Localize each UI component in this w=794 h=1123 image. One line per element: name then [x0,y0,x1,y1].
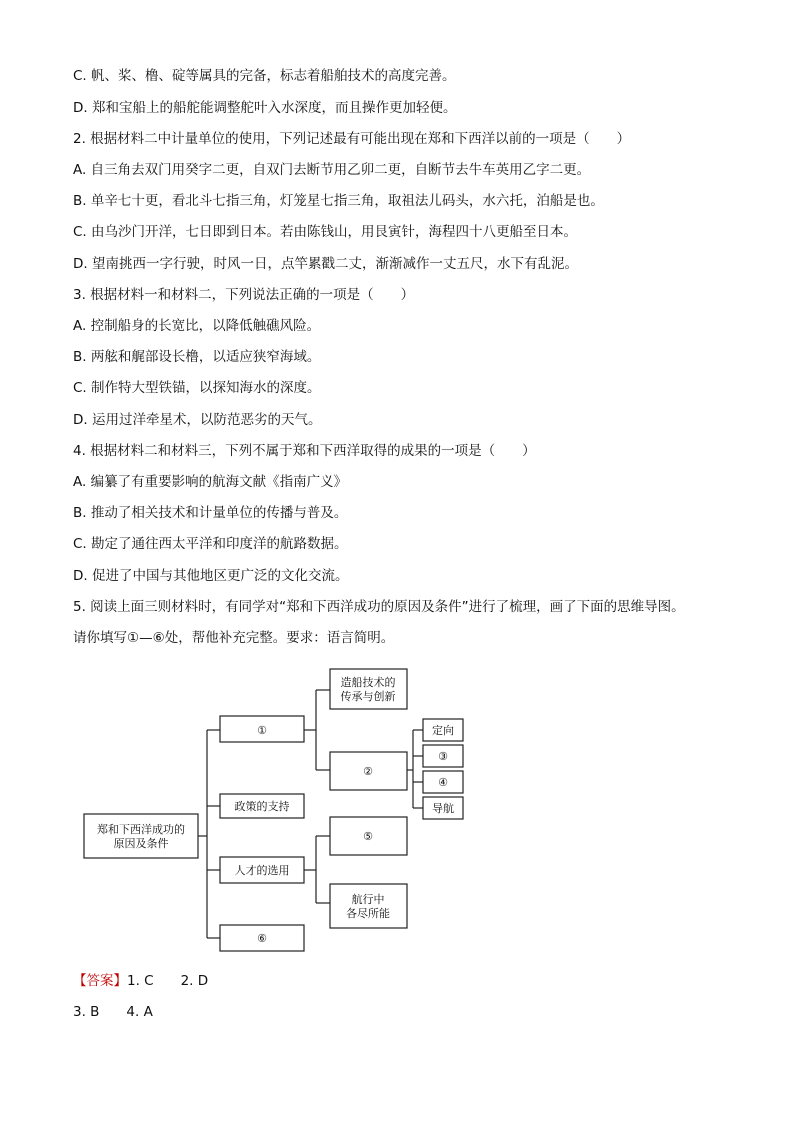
text-line: C. 制作特大型铁锚，以探知海水的深度。 [73,380,321,396]
answer-line-1 [73,971,208,991]
answer-label: 【答案】 [73,973,127,989]
branch1-text: ① [257,724,267,737]
policy-support-text: 政策的支持 [234,800,290,813]
text-line: B. 推动了相关技术和计量单位的传播与普及。 [73,505,348,521]
tech-heritage-text-line2: 传承与创新 [340,690,396,703]
text-line: A. 自三角去双门用癸字二更，自双门去断节用乙卯二更，自断节去牛车英用乙字二更。 [73,162,591,178]
text-line: 5. 阅读上面三则材料时，有同学对“郑和下西洋成功的原因及条件”进行了梳理，画了下面的思维导图。 [73,599,685,615]
text-line: D. 望南挑西一字行驶，时风一日，点竿累戳二丈，渐渐减作一丈五尺，水下有乱泥。 [73,256,578,272]
tech-heritage-text-line1: 造船技术的 [340,676,396,689]
text-line: 3. 根据材料一和材料二，下列说法正确的一项是（ ） [73,287,415,303]
text-line: D. 促进了中国与其他地区更广泛的文化交流。 [73,568,349,584]
tech-heritage-box [330,669,407,709]
answer-line-2: 3. B 4. A [73,1004,153,1020]
root-box [84,814,198,858]
text-line: C. 由乌沙门开洋，七日即到日本。若由陈钱山，用艮寅针，海程四十八更船至日本。 [73,224,578,240]
text-line: 2. 根据材料二中计量单位的使用，下列记述最有可能出现在郑和下西洋以前的一项是（ ） [73,131,631,147]
talent-selection-text: 人才的选用 [234,864,290,877]
root-text-line2: 原因及条件 [113,837,169,850]
text-line: 4. 根据材料二和材料三，下列不属于郑和下西洋取得的成果的一项是（ ） [73,443,536,459]
text-line: B. 两舷和艉部设长橹，以适应狭窄海域。 [73,349,321,365]
blank-2-text: ② [363,765,373,778]
text-line: B. 单辛七十更，看北斗七指三角，灯笼星七指三角，取祖法儿码头，水六托，泊船是也。 [73,193,604,209]
blank-6-text: ⑥ [257,932,267,945]
leaf-navigation-text: 导航 [432,802,454,815]
leaf-3-text: ③ [438,750,448,763]
answer-text-1: 1. C 2. D [127,973,209,989]
navigation-effort-text-line2: 各尽所能 [346,907,390,920]
navigation-effort-box [330,884,407,928]
leaf-4-text: ④ [438,776,448,789]
leaf-orientation-text: 定向 [432,724,454,737]
navigation-effort-text-line1: 航行中 [351,893,385,906]
text-line: D. 郑和宝船上的船舵能调整舵叶入水深度，而且操作更加轻便。 [73,100,457,116]
text-line: A. 编纂了有重要影响的航海文献《指南广义》 [73,474,348,490]
text-line: C. 勘定了通往西太平洋和印度洋的航路数据。 [73,536,348,552]
root-text-line1: 郑和下西洋成功的 [97,823,185,836]
text-line: 请你填写①—⑥处，帮他补充完整。要求：语言简明。 [73,630,395,646]
blank-5-text: ⑤ [363,830,373,843]
text-line: D. 运用过洋牵星术，以防范恶劣的天气。 [73,412,322,428]
text-line: C. 帆、桨、橹、碇等属具的完备，标志着船舶技术的高度完善。 [73,68,456,84]
text-line: A. 控制船身的长宽比，以降低触礁风险。 [73,318,321,334]
